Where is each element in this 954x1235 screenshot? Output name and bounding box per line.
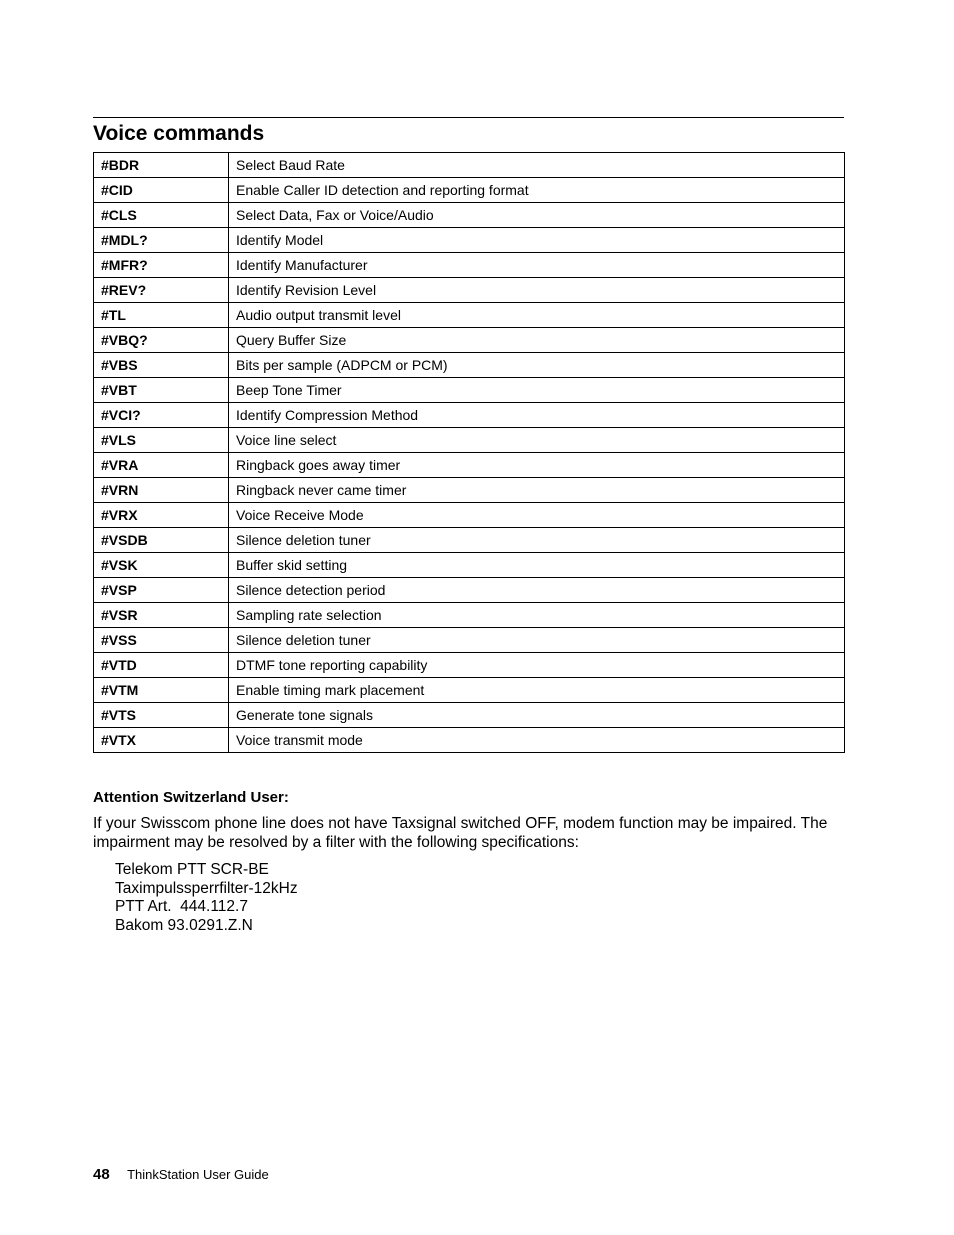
table-row xyxy=(94,728,845,753)
table-row xyxy=(94,378,845,403)
description-cell: Beep Tone Timer xyxy=(229,378,845,403)
command-cell: #VTD xyxy=(94,653,229,678)
notice-heading: Attention Switzerland User: xyxy=(93,789,289,806)
description-cell: Voice Receive Mode xyxy=(229,503,845,528)
table-row xyxy=(94,603,845,628)
page-number: 48 xyxy=(93,1166,110,1183)
description-cell: Enable Caller ID detection and reporting format xyxy=(229,178,845,203)
command-cell: #VSS xyxy=(94,628,229,653)
description-cell: Sampling rate selection xyxy=(229,603,845,628)
command-cell: #VSP xyxy=(94,578,229,603)
command-cell: #VBT xyxy=(94,378,229,403)
description-cell: Select Baud Rate xyxy=(229,153,845,178)
table-row xyxy=(94,703,845,728)
description-cell: Identify Manufacturer xyxy=(229,253,845,278)
command-cell: #VSDB xyxy=(94,528,229,553)
command-cell: #VSR xyxy=(94,603,229,628)
table-row xyxy=(94,578,845,603)
description-cell: Ringback goes away timer xyxy=(229,453,845,478)
command-cell: #VRA xyxy=(94,453,229,478)
spec-item: Bakom 93.0291.Z.N xyxy=(115,917,253,935)
table-row xyxy=(94,553,845,578)
description-cell: Generate tone signals xyxy=(229,703,845,728)
spec-item: Taximpulssperrfilter-12kHz xyxy=(115,879,298,897)
command-cell: #CID xyxy=(94,178,229,203)
description-cell: Voice line select xyxy=(229,428,845,453)
description-cell: Bits per sample (ADPCM or PCM) xyxy=(229,353,845,378)
table-row xyxy=(94,253,845,278)
description-cell: Silence detection period xyxy=(229,578,845,603)
notice-body: If your Swisscom phone line does not have Taxsignal switched OFF, modem function may be impaired. The impairment may be resolved by a filter with the following specifications: xyxy=(93,815,828,851)
table-row xyxy=(94,353,845,378)
table-row xyxy=(94,203,845,228)
command-cell: #VTS xyxy=(94,703,229,728)
description-cell: Voice transmit mode xyxy=(229,728,845,753)
description-cell: Ringback never came timer xyxy=(229,478,845,503)
table-row xyxy=(94,478,845,503)
table-row xyxy=(94,328,845,353)
section-title: Voice commands xyxy=(93,122,265,145)
description-cell: Silence deletion tuner xyxy=(229,528,845,553)
heading-rule xyxy=(93,117,844,118)
page-footer xyxy=(93,1165,269,1185)
command-cell: #MDL? xyxy=(94,228,229,253)
spec-item: Telekom PTT SCR-BE xyxy=(115,861,269,878)
voice-commands-table-body xyxy=(94,153,845,753)
description-cell: Audio output transmit level xyxy=(229,303,845,328)
table-row xyxy=(94,653,845,678)
command-cell: #BDR xyxy=(94,153,229,178)
book-title: ThinkStation User Guide xyxy=(127,1167,269,1182)
command-cell: #CLS xyxy=(94,203,229,228)
filter-spec-list xyxy=(115,861,298,936)
description-cell: DTMF tone reporting capability xyxy=(229,653,845,678)
table-row xyxy=(94,403,845,428)
table-row xyxy=(94,278,845,303)
table-row xyxy=(94,428,845,453)
command-cell: #VLS xyxy=(94,428,229,453)
command-cell: #VRN xyxy=(94,478,229,503)
table-row xyxy=(94,228,845,253)
table-row xyxy=(94,303,845,328)
command-cell: #VSK xyxy=(94,553,229,578)
description-cell: Query Buffer Size xyxy=(229,328,845,353)
description-cell: Identify Revision Level xyxy=(229,278,845,303)
description-cell: Identify Compression Method xyxy=(229,403,845,428)
command-cell: #VBQ? xyxy=(94,328,229,353)
table-row xyxy=(94,178,845,203)
description-cell: Silence deletion tuner xyxy=(229,628,845,653)
command-cell: #TL xyxy=(94,303,229,328)
voice-commands-table xyxy=(93,152,845,753)
command-cell: #VTX xyxy=(94,728,229,753)
description-cell: Buffer skid setting xyxy=(229,553,845,578)
command-cell: #REV? xyxy=(94,278,229,303)
table-row xyxy=(94,678,845,703)
command-cell: #VBS xyxy=(94,353,229,378)
description-cell: Enable timing mark placement xyxy=(229,678,845,703)
table-row xyxy=(94,628,845,653)
table-row xyxy=(94,453,845,478)
command-cell: #VRX xyxy=(94,503,229,528)
command-cell: #MFR? xyxy=(94,253,229,278)
description-cell: Select Data, Fax or Voice/Audio xyxy=(229,203,845,228)
table-row xyxy=(94,528,845,553)
command-cell: #VTM xyxy=(94,678,229,703)
command-cell: #VCI? xyxy=(94,403,229,428)
spec-item: PTT Art. 444.112.7 xyxy=(115,898,248,916)
description-cell: Identify Model xyxy=(229,228,845,253)
table-row xyxy=(94,153,845,178)
table-row xyxy=(94,503,845,528)
